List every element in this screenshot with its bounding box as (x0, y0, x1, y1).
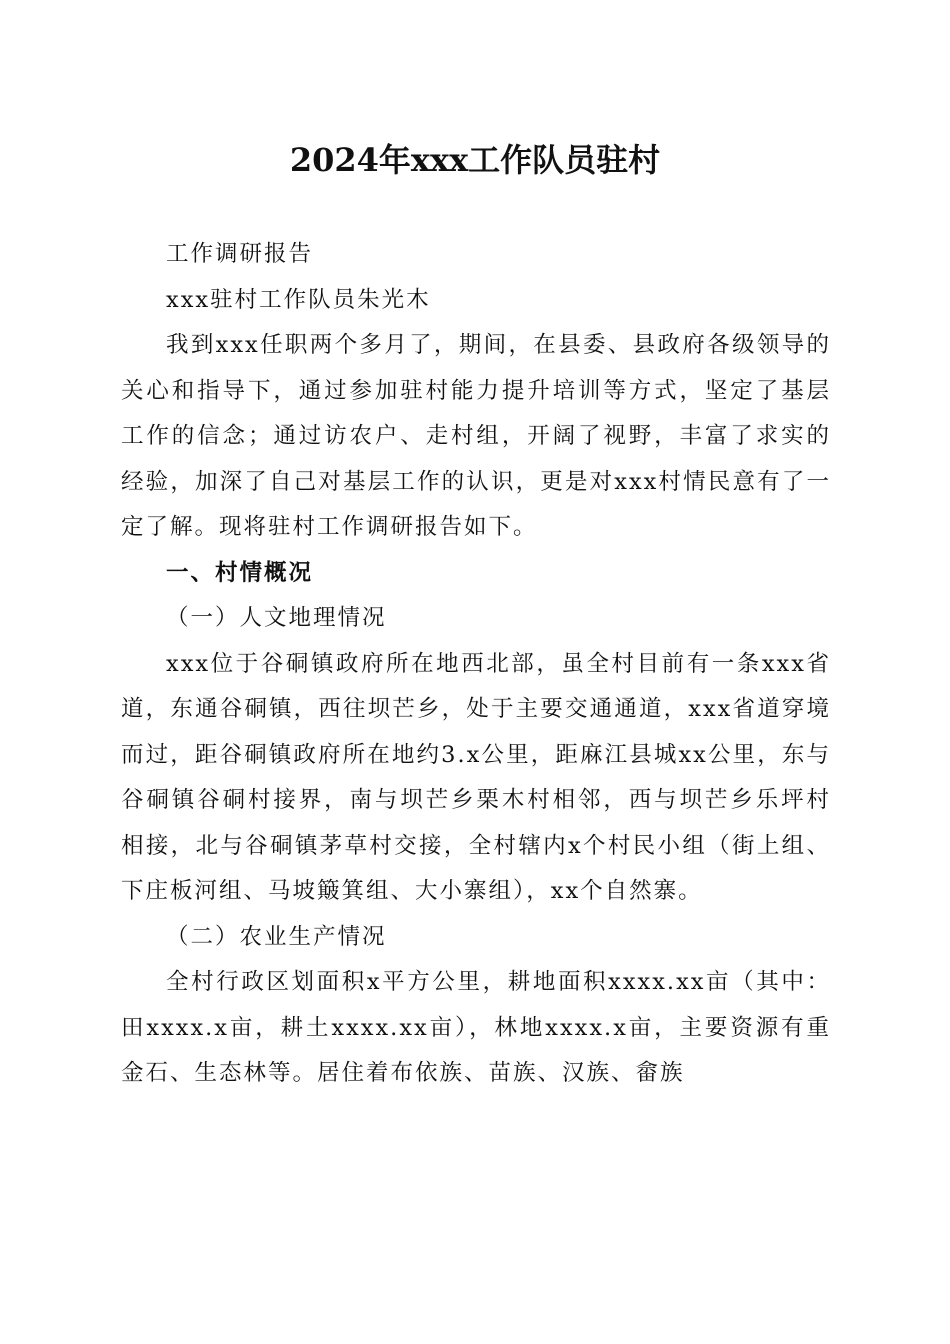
document-body (121, 232, 831, 1097)
section-heading-1: 一、村情概况 (166, 559, 314, 586)
subtitle-line: 工作调研报告 (166, 241, 314, 267)
document-title: 2024年xxx工作队员驻村 (289, 141, 661, 179)
subsection-heading-2: （二）农业生产情况 (166, 923, 387, 950)
geography-paragraph: xxx位于谷硐镇政府所在地西北部，虽全村目前有一条xxx省道，东通谷硐镇，西往坝芒乡，处于主要交通通道，xxx省道穿境而过，距谷硐镇政府所在地约3.x公里，距麻江县城xx公里，东与谷硐镇谷硐村接界，南与坝芒乡栗木村相邻，西与坝芒乡乐坪村相接，北与谷硐镇茅草村交接，全村辖内x个村民小组（街上组、下庄板河组、马坡簸箕组、大小寨组），xx个自然寨。 (121, 650, 831, 904)
intro-paragraph: 我到xxx任职两个多月了，期间，在县委、县政府各级领导的关心和指导下，通过参加驻村能力提升培训等方式，坚定了基层工作的信念；通过访农户、走村组，开阔了视野，丰富了求实的经验，加深了自己对基层工作的认识，更是对xxx村情民意有了一定了解。现将驻村工作调研报告如下。 (121, 332, 831, 540)
author-line: xxx驻村工作队员朱光木 (166, 286, 431, 313)
agriculture-paragraph: 全村行政区划面积x平方公里，耕地面积xxxx.xx亩（其中：田xxxx.x亩，耕土xxxx.xx亩），林地xxxx.x亩，主要资源有重金石、生态林等。居住着布依族、苗族、汉族、畲族 (121, 969, 831, 1086)
subsection-heading-1: （一）人文地理情况 (166, 605, 387, 631)
